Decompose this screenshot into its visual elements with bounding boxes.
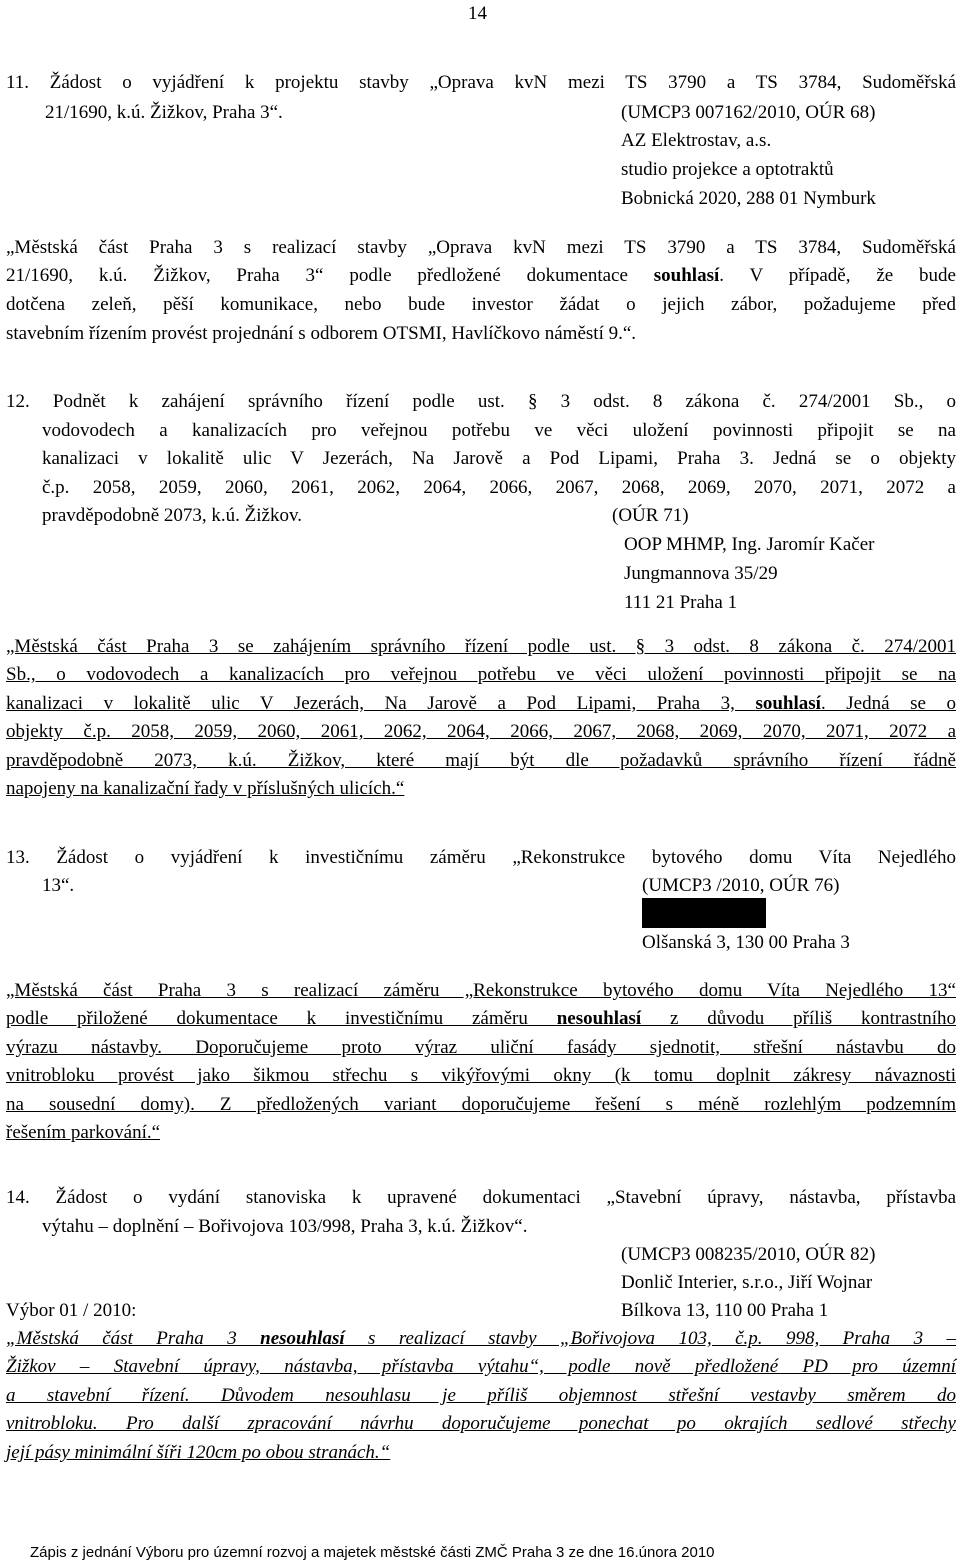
item12-resolution-line5: pravděpodobně 2073, k.ú. Žižkov, které mají být dle požadavků správního řízení řádně — [6, 750, 956, 771]
item12-resolution-line2: Sb., o vodovodech a kanalizacích pro veřejnou potřebu ve věci uložení povinnosti připojit se na — [6, 664, 956, 685]
item13-verdict: nesouhlasí — [556, 1008, 642, 1029]
item13-reference: (UMCP3 /2010, OÚR 76) — [642, 875, 840, 896]
item14-reference: (UMCP3 008235/2010, OÚR 82) — [621, 1244, 876, 1265]
item13-title-line1: 13. Žádost o vyjádření k investičnímu záměru „Rekonstrukce bytového domu Víta Nejedlého — [6, 847, 956, 868]
redaction-block — [642, 898, 766, 928]
item14-address: Bílkova 13, 110 00 Praha 1 — [621, 1300, 829, 1321]
item13-resolution-line5: na sousední domy). Z předložených variant doporučujeme řešení s méně rozlehlým podzemním — [6, 1094, 956, 1115]
item12-verdict: souhlasí — [755, 693, 821, 714]
item14-title-line1: 14. Žádost o vydání stanoviska k upravené dokumentaci „Stavební úpravy, nástavba, přístavba — [6, 1187, 956, 1208]
item12-title-line5: pravděpodobně 2073, k.ú. Žižkov. — [42, 505, 302, 526]
item12-resolution-line1: „Městská část Praha 3 se zahájením správního řízení podle ust. § 3 odst. 8 zákona č. 274/2001 — [6, 636, 956, 657]
item11-verdict: souhlasí — [653, 265, 720, 286]
item11-resolution-line4: stavebním řízením provést projednání s odborem OTSMI, Havlíčkovo náměstí 9.“. — [6, 323, 637, 344]
item13-resolution-line6: řešením parkování.“ — [6, 1122, 161, 1143]
item12-resolution-line3: kanalizaci v lokalitě ulic V Jezerách, Na Jarově a Pod Lipami, Praha 3, souhlasí. Jedná se o — [6, 693, 956, 714]
item14-resolution-line4: vnitrobloku. Pro další zpracování návrhu doporučujeme ponechat po okrajích sedlové střechy — [6, 1413, 956, 1434]
item13-resolution-line3: výrazu nástavby. Doporučujeme proto výraz uliční fasády sjednotit, střešní nástavbu do — [6, 1037, 956, 1058]
item11-resolution-line3: dotčena zeleň, pěší komunikace, nebo bude investor žádat o jejich zábor, požadujeme před — [6, 294, 956, 315]
item11-title-line1: 11. Žádost o vyjádření k projektu stavby „Oprava kvN mezi TS 3790 a TS 3784, Sudoměřská — [6, 72, 956, 93]
item12-title-line3: kanalizaci v lokalitě ulic V Jezerách, Na Jarově a Pod Lipami, Praha 3. Jedná se o objekty — [42, 448, 956, 469]
item11-resolution-line1: „Městská část Praha 3 s realizací stavby „Oprava kvN mezi TS 3790 a TS 3784, Sudoměřská — [6, 237, 956, 258]
item13-resolution-line4: vnitrobloku provést jako šikmou střechu s vikýřovými okny (k tomu doplnit zákresy návaznosti — [6, 1065, 956, 1086]
item11-resolution-line2: 21/1690, k.ú. Žižkov, Praha 3“ podle předložené dokumentace souhlasí. V případě, že bude — [6, 265, 956, 286]
item11-reference: (UMCP3 007162/2010, OÚR 68) — [621, 102, 876, 123]
item14-resolution-line2: Žižkov – Stavební úpravy, nástavba, přístavba výtahu“, podle nově předložené PD pro územní — [6, 1356, 956, 1377]
item11-address-studio: studio projekce a optotraktů — [621, 159, 834, 180]
item12-resolution-line4: objekty č.p. 2058, 2059, 2060, 2061, 2062, 2064, 2066, 2067, 2068, 2069, 2070, 2071, 2072 a — [6, 721, 956, 742]
item12-resolution-line6: napojeny na kanalizační řady v příslušných ulicích.“ — [6, 778, 405, 799]
item14-verdict: nesouhlasí — [260, 1328, 345, 1349]
item12-reference: (OÚR 71) — [612, 505, 689, 526]
item14-title-line2: výtahu – doplnění – Bořivojova 103/998, Praha 3, k.ú. Žižkov“. — [42, 1216, 528, 1237]
item14-resolution-line3: a stavební řízení. Důvodem nesouhlasu je příliš objemnost střešní vestavby směrem do — [6, 1385, 956, 1406]
page-footer: Zápis z jednání Výboru pro územní rozvoj a majetek městské části ZMČ Praha 3 ze dne 16.února 2010 — [30, 1544, 715, 1561]
item14-resolution-line1: „Městská část Praha 3 nesouhlasí s realizací stavby „Bořivojova 103, č.p. 998, Praha 3 – — [6, 1328, 956, 1349]
item14-applicant: Donlič Interier, s.r.o., Jiří Wojnar — [621, 1272, 873, 1293]
item12-title-line4: č.p. 2058, 2059, 2060, 2061, 2062, 2064, 2066, 2067, 2068, 2069, 2070, 2071, 2072 a — [42, 477, 956, 498]
item12-address-name: OOP MHMP, Ing. Jaromír Kačer — [624, 534, 875, 555]
item13-address: Olšanská 3, 130 00 Praha 3 — [642, 932, 850, 953]
item13-resolution-line1: „Městská část Praha 3 s realizací záměru „Rekonstrukce bytového domu Víta Nejedlého 13“ — [6, 980, 956, 1001]
item13-resolution-line2: podle přiložené dokumentace k investičnímu záměru nesouhlasí z důvodu příliš kontrastního — [6, 1008, 956, 1029]
item11-address-company: AZ Elektrostav, a.s. — [621, 130, 772, 151]
item12-title-line1: 12. Podnět k zahájení správního řízení podle ust. § 3 odst. 8 zákona č. 274/2001 Sb., o — [6, 391, 956, 412]
item13-title-line2: 13“. — [42, 875, 75, 896]
committee-label: Výbor 01 / 2010: — [6, 1300, 137, 1321]
item12-address-city: 111 21 Praha 1 — [624, 592, 738, 613]
item14-resolution-line5: její pásy minimální šíři 120cm po obou stranách.“ — [6, 1442, 391, 1463]
item12-address-street: Jungmannova 35/29 — [624, 563, 778, 584]
item11-address-street: Bobnická 2020, 288 01 Nymburk — [621, 188, 876, 209]
page-number: 14 — [468, 3, 487, 24]
item12-title-line2: vodovodech a kanalizacích pro veřejnou potřebu ve věci uložení povinnosti připojit se na — [42, 420, 956, 441]
item11-title-line2: 21/1690, k.ú. Žižkov, Praha 3“. — [45, 102, 283, 123]
